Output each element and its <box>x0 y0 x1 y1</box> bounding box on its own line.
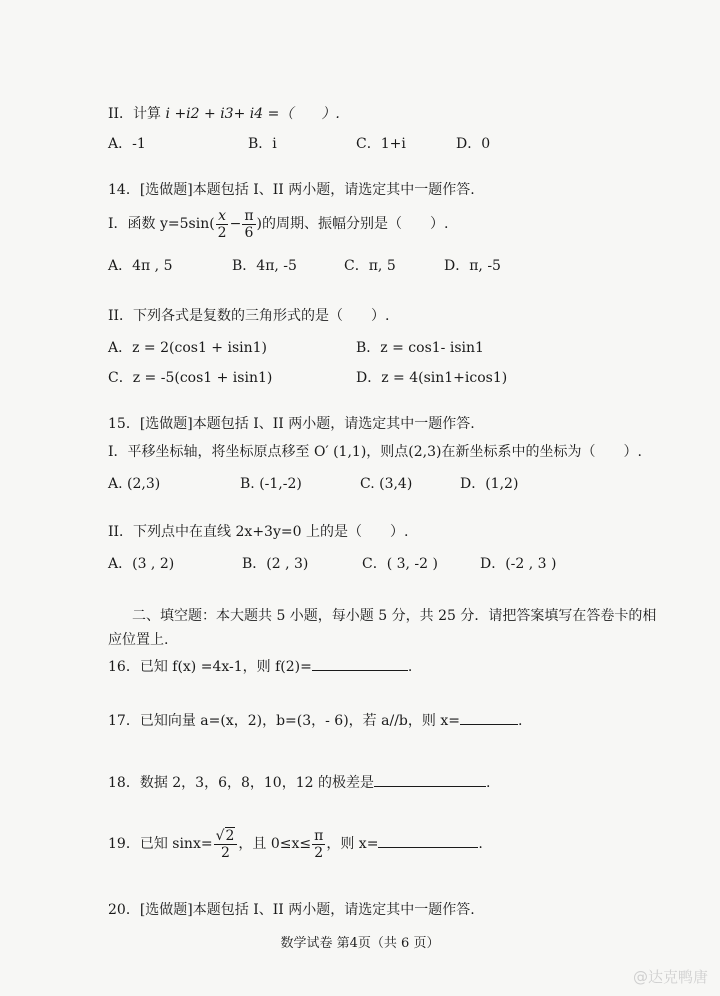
q15-part1-stem: I．平移坐标轴，将坐标原点移至 O′ (1,1)，则点(2,3)在新坐标系中的坐标为（ ）. <box>108 444 642 460</box>
q13-expression: i +i2 + i3+ i4 =（ ）. <box>165 106 340 122</box>
q16-answer-blank <box>312 656 408 671</box>
q19-answer-blank <box>378 833 478 848</box>
q13-option-c: C．1+i <box>356 136 406 152</box>
q14-part2-option-c: C．z = -5(cos1 + isin1) <box>108 370 273 386</box>
q16-stem: 16．已知 f(x) =4x-1，则 f(2)= . <box>108 656 412 677</box>
q14-part1-option-a: A．4π , 5 <box>108 258 173 274</box>
q14-part2-option-d: D．z = 4(sin1+icos1) <box>356 370 508 386</box>
q15-part1-option-d: D．(1,2) <box>460 476 519 492</box>
q13-option-d: D．0 <box>456 136 491 152</box>
fraction-pi-over-2: $\frac{\pi}{2}$ <box>314 827 324 861</box>
q15-part2-option-c: C．( 3, -2 ) <box>362 556 438 572</box>
watermark: @达克鸭唐 <box>632 968 708 986</box>
fraction-pi-over-6: $\frac{\pi}{6}$ <box>244 207 254 241</box>
section2-instructions-line1: 二、填空题：本大题共 5 小题，每小题 5 分，共 25 分．请把答案填写在答卷卡的相 <box>132 608 657 624</box>
fraction-x-over-2: $\frac{x}{2}$ <box>217 207 227 241</box>
q15-part2-option-a: A．(3 , 2) <box>108 556 175 572</box>
q14-part1-stem: I．函数 y=5sin( $\frac{x}{2}$ − $\frac{\pi}{6}$ )的周期、振幅分别是（ ）. <box>108 207 449 241</box>
q14-part1-option-b: B．4π, -5 <box>232 258 297 274</box>
q15-part1-option-b: B. (-1,-2) <box>240 476 302 492</box>
q15-part1-option-a: A. (2,3) <box>108 476 161 492</box>
q14-part1-option-d: D．π, -5 <box>444 258 501 274</box>
q17-answer-blank <box>460 710 518 725</box>
q14-header: 14．[选做题]本题包括 I、II 两小题，请选定其中一题作答. <box>108 182 475 198</box>
q18-stem: 18．数据 2，3，6，8，10，12 的极差是 . <box>108 772 490 793</box>
sqrt-symbol: √2 <box>215 827 235 844</box>
q18-answer-blank <box>374 772 486 787</box>
fraction-sqrt2-over-2: $\frac{√2}{2}$ <box>214 828 238 861</box>
q13-option-a: A．-1 <box>108 136 146 152</box>
q17-stem: 17．已知向量 a=(x，2)，b=(3，- 6)，若 a//b，则 x= . <box>108 710 522 731</box>
q13-part2-stem: II．计算 i +i2 + i3+ i4 =（ ）. <box>108 106 340 122</box>
page-footer: 数学试卷 第4页（共 6 页） <box>280 936 440 951</box>
section2-instructions-line2: 应位置上. <box>108 632 169 648</box>
q14-part1-option-c: C．π, 5 <box>344 258 396 274</box>
q15-part2-stem: II．下列点中在直线 2x+3y=0 上的是（ ）. <box>108 524 409 540</box>
q15-part1-option-c: C. (3,4) <box>360 476 413 492</box>
q20-header: 20．[选做题]本题包括 I、II 两小题，请选定其中一题作答. <box>108 902 475 918</box>
q15-part2-option-d: D．(-2 , 3 ) <box>480 556 557 572</box>
q15-part2-option-b: B．(2 , 3) <box>242 556 309 572</box>
q13-option-b: B．i <box>248 136 277 152</box>
q19-stem: 19．已知 sinx= $\frac{√2}{2}$ ，且 0≤x≤ $\frac{\pi}{2}$ ，则 x= . <box>108 827 483 861</box>
q14-part2-option-b: B．z = cos1- isin1 <box>356 340 484 356</box>
q15-header: 15．[选做题]本题包括 I、II 两小题，请选定其中一题作答. <box>108 416 475 432</box>
q14-part2-option-a: A．z = 2(cos1 + isin1) <box>108 340 268 356</box>
q14-part2-stem: II．下列各式是复数的三角形式的是（ ）. <box>108 308 390 324</box>
